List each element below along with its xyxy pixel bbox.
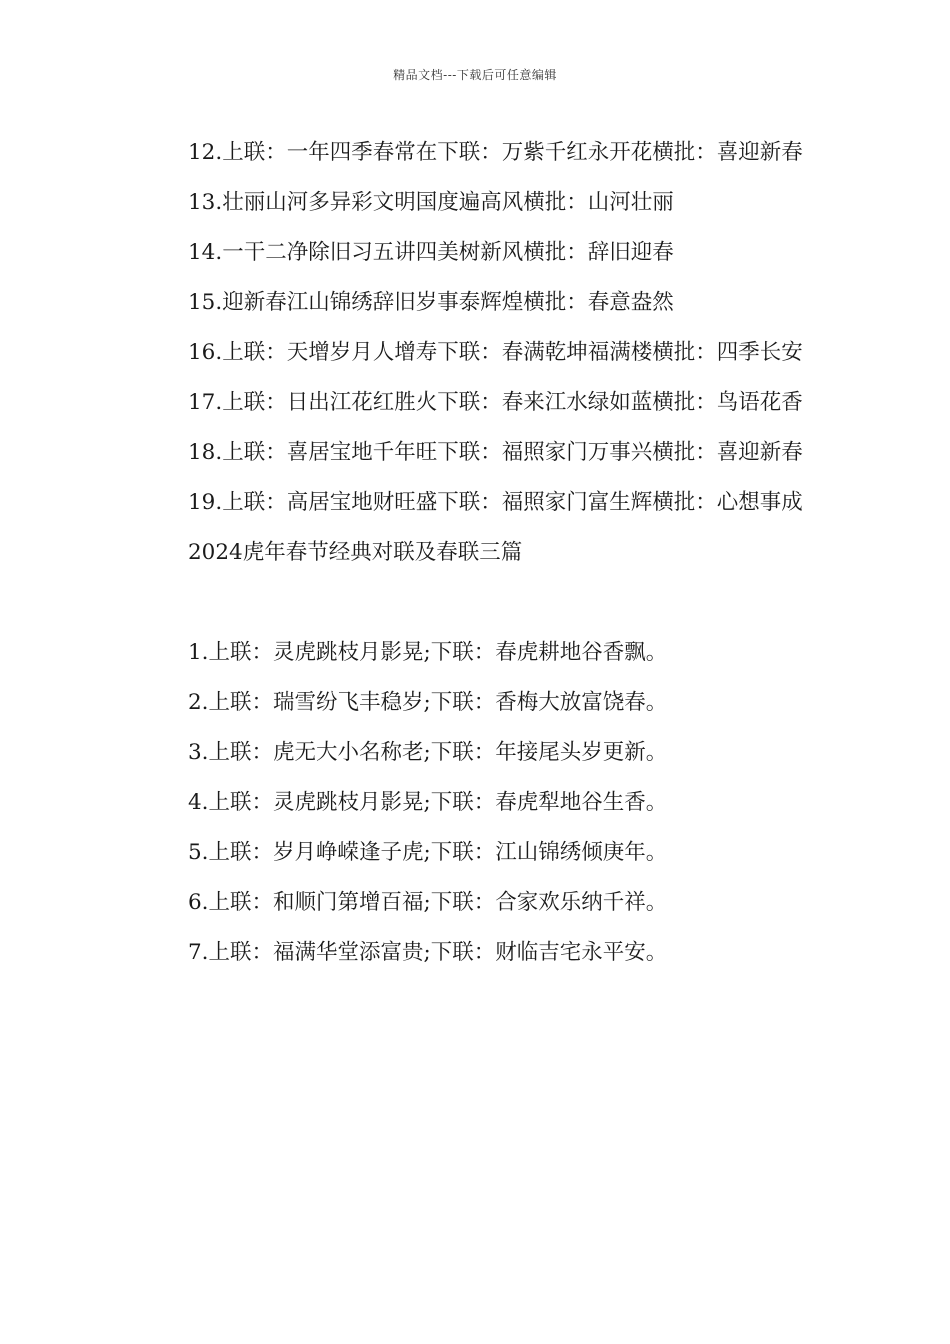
couplet-13: 13.壮丽山河多异彩文明国度遍高风横批：山河壮丽 xyxy=(188,190,674,215)
couplet-15: 15.迎新春江山锦绣辞旧岁事泰辉煌横批：春意盎然 xyxy=(188,290,674,315)
tiger-couplet-7: 7.上联：福满华堂添富贵;下联：财临吉宅永平安。 xyxy=(188,940,668,965)
couplet-18: 18.上联：喜居宝地千年旺下联：福照家门万事兴横批：喜迎新春 xyxy=(188,440,803,465)
tiger-couplet-5: 5.上联：岁月峥嵘逢子虎;下联：江山锦绣倾庚年。 xyxy=(188,840,668,865)
couplet-12: 12.上联：一年四季春常在下联：万紫千红永开花横批：喜迎新春 xyxy=(188,140,803,165)
tiger-couplet-1: 1.上联：灵虎跳枝月影晃;下联：春虎耕地谷香飘。 xyxy=(188,640,668,665)
couplet-17: 17.上联：日出江花红胜火下联：春来江水绿如蓝横批：鸟语花香 xyxy=(188,390,803,415)
couplet-16: 16.上联：天增岁月人增寿下联：春满乾坤福满楼横批：四季长安 xyxy=(188,340,803,365)
section-title: 2024虎年春节经典对联及春联三篇 xyxy=(188,540,523,565)
tiger-couplet-6: 6.上联：和顺门第增百福;下联：合家欢乐纳千祥。 xyxy=(188,890,668,915)
couplet-19: 19.上联：高居宝地财旺盛下联：福照家门富生辉横批：心想事成 xyxy=(188,490,803,515)
tiger-couplet-2: 2.上联：瑞雪纷飞丰稳岁;下联：香梅大放富饶春。 xyxy=(188,690,668,715)
page-header: 精品文档---下载后可任意编辑 xyxy=(393,68,557,82)
tiger-couplet-3: 3.上联：虎无大小名称老;下联：年接尾头岁更新。 xyxy=(188,740,668,765)
section-gap xyxy=(144,578,806,628)
tiger-couplet-4: 4.上联：灵虎跳枝月影晃;下联：春虎犁地谷生香。 xyxy=(188,790,668,815)
document-body xyxy=(144,128,806,978)
couplet-14: 14.一干二净除旧习五讲四美树新风横批：辞旧迎春 xyxy=(188,240,674,265)
